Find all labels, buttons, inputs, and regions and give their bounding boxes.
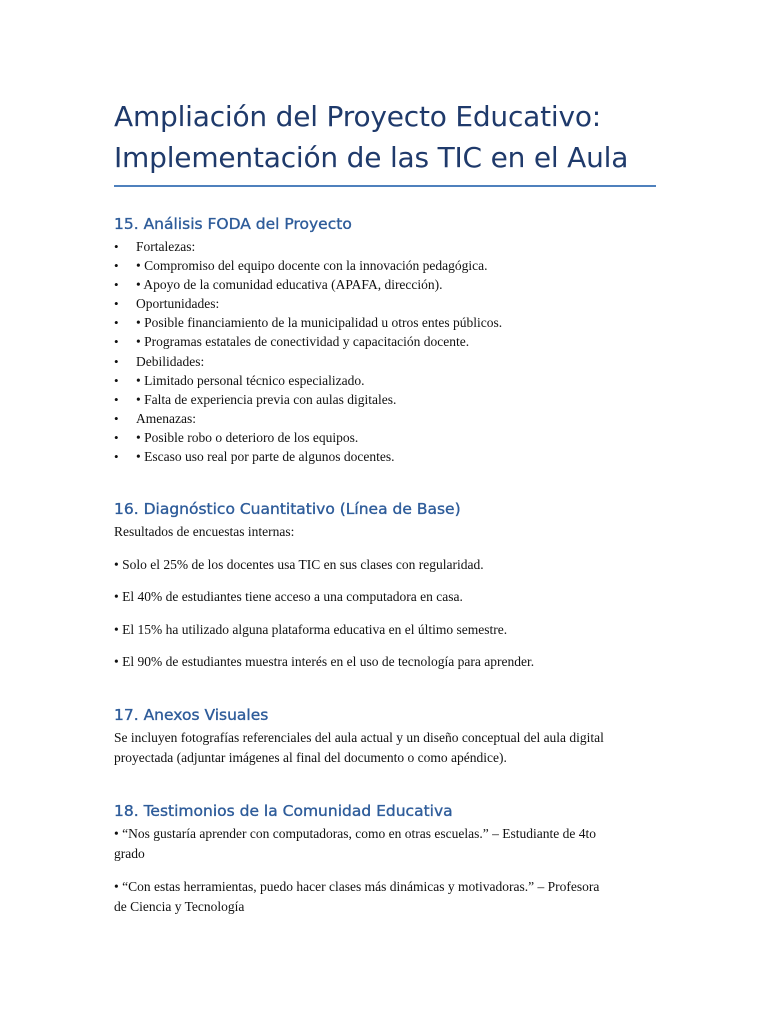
testimonial-student-line-2: grado <box>114 846 145 862</box>
bullet-icon: • <box>114 372 119 388</box>
survey-intro-text: Resultados de encuestas internas: <box>114 524 295 540</box>
list-item: • • Falta de experiencia previa con aulas digitales. <box>114 390 656 409</box>
testimonial-teacher-line-2: de Ciencia y Tecnología <box>114 898 245 914</box>
document-page <box>114 96 656 917</box>
bullet-icon: • <box>114 277 119 293</box>
annexes-line-2: proyectada (adjuntar imágenes al final del documento o como apéndice). <box>114 750 507 766</box>
list-item: • Fortalezas: <box>114 237 656 256</box>
document-title-line-2: Implementación de las TIC en el Aula <box>114 141 629 174</box>
list-item: • Amenazas: <box>114 409 656 428</box>
bullet-icon: • <box>114 391 119 407</box>
section-16-heading: 16. Diagnóstico Cuantitativo (Línea de Base) <box>114 500 461 519</box>
section-17-heading: 17. Anexos Visuales <box>114 706 269 725</box>
list-item: • • Posible robo o deterioro de los equipos. <box>114 428 656 447</box>
foda-list <box>114 237 656 466</box>
testimonial-teacher-line-1: • “Con estas herramientas, puedo hacer clases más dinámicas y motivadoras.” – Profesora <box>114 878 600 894</box>
list-item: • Oportunidades: <box>114 294 656 313</box>
bullet-icon: • <box>114 315 119 331</box>
stat-paragraph: • El 90% de estudiantes muestra interés en el uso de tecnología para aprender. <box>114 654 535 670</box>
list-item: • • Posible financiamiento de la municipalidad u otros entes públicos. <box>114 313 656 332</box>
section-18-heading: 18. Testimonios de la Comunidad Educativa <box>114 802 453 821</box>
bullet-icon: • <box>114 334 119 350</box>
list-item: • • Limitado personal técnico especializado. <box>114 371 656 390</box>
bullet-icon: • <box>114 239 119 254</box>
bullet-icon: • <box>114 410 119 426</box>
stat-paragraph: • El 40% de estudiantes tiene acceso a una computadora en casa. <box>114 589 463 605</box>
title-underline-divider <box>114 185 656 187</box>
section-15-heading: 15. Análisis FODA del Proyecto <box>114 215 352 233</box>
document-title <box>114 96 656 178</box>
testimonial-teacher <box>114 877 656 917</box>
list-item: • • Escaso uso real por parte de algunos docentes. <box>114 447 656 466</box>
list-item: • • Programas estatales de conectividad y capacitación docente. <box>114 332 656 351</box>
testimonial-student-line-1: • “Nos gustaría aprender con computadoras, como en otras escuelas.” – Estudiante de 4to <box>114 826 596 842</box>
bullet-icon: • <box>114 353 119 369</box>
bullet-icon: • <box>114 258 119 274</box>
list-item: • • Compromiso del equipo docente con la innovación pedagógica. <box>114 256 656 275</box>
annexes-line-1: Se incluyen fotografías referenciales del aula actual y un diseño conceptual del aula digital <box>114 730 604 746</box>
bullet-icon: • <box>114 449 119 465</box>
stat-paragraph: • El 15% ha utilizado alguna plataforma educativa en el último semestre. <box>114 621 508 637</box>
testimonial-student <box>114 824 656 864</box>
annexes-paragraph <box>114 728 656 768</box>
bullet-icon: • <box>114 429 119 445</box>
list-item: • Debilidades: <box>114 352 656 371</box>
document-title-line-1: Ampliación del Proyecto Educativo: <box>114 100 602 133</box>
bullet-icon: • <box>114 296 119 312</box>
list-item: • • Apoyo de la comunidad educativa (APAFA, dirección). <box>114 275 656 294</box>
stat-paragraph: • Solo el 25% de los docentes usa TIC en sus clases con regularidad. <box>114 556 484 572</box>
